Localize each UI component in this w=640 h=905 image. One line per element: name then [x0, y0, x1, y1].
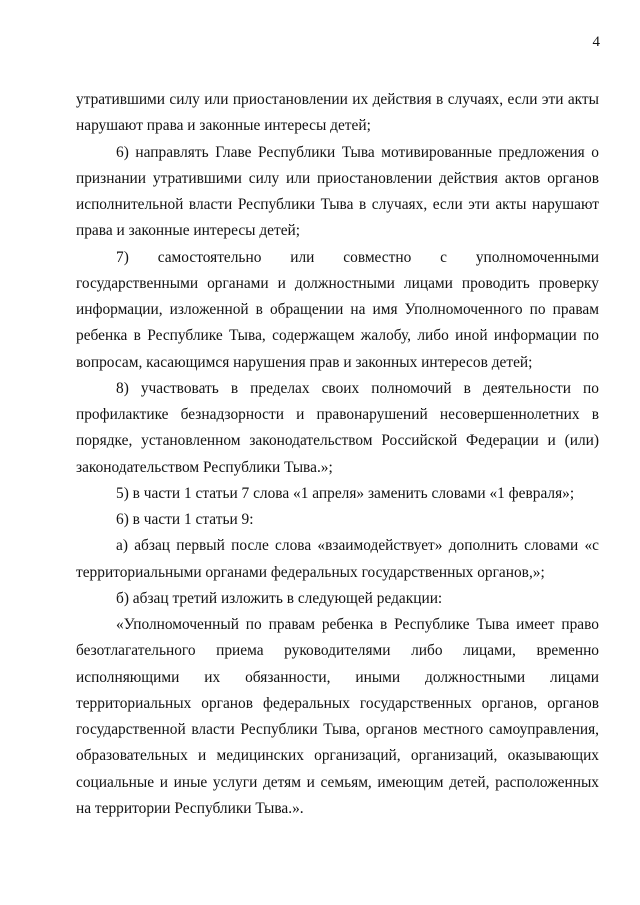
paragraph-subitem-b: б) абзац третий изложить в следующей редакции:: [116, 589, 443, 607]
paragraph-quoted-new-text: «Уполномоченный по правам ребенка в Республике Тыва имеет право безотлагательного приема руководителями либо лицами, временно исполняющими их обязанности, иными должностными лицами территориальных органов федеральных государственных органов, органов государственной власти Республики Тыва, органов местного самоуправления, образовательных и медицинских организаций, организаций, оказывающих социальные и иные услуги детям и семьям, имеющим детей, расположенных на территории Республики Тыва.».: [76, 616, 599, 817]
paragraph-item-7-verify-information: 7) самостоятельно или совместно с уполномоченными государственными органами и должностными лицами проводить проверку информации, изложенной в обращении на имя Уполномоченного по правам ребенка в Республике Тыва, содержащем жалобу, либо иной информации по вопросам, касающимся нарушения прав и законных интересов детей;: [76, 248, 599, 371]
paragraph-continuation: утратившими силу или приостановлении их действия в случаях, если эти акты нарушают права и законные интересы детей;: [76, 91, 599, 135]
paragraph-subitem-a: а) абзац первый после слова «взаимодействует» дополнить словами «с территориальными органами федеральных государственных органов,»;: [76, 537, 599, 581]
paragraph-amendment-5: 5) в части 1 статьи 7 слова «1 апреля» заменить словами «1 февраля»;: [116, 484, 575, 502]
paragraph-item-8-participate: 8) участвовать в пределах своих полномочий в деятельности по профилактике безнадзорности и правонарушений несовершеннолетних в порядке, установленном законодательством Российской Федерации и (или) законодательством Республики Тыва.»;: [76, 379, 599, 476]
paragraph-amendment-6: 6) в части 1 статьи 9:: [116, 511, 254, 528]
paragraph-item-6-direct-proposals: 6) направлять Главе Республики Тыва мотивированные предложения о признании утратившими силу или приостановлении действия актов органов исполнительной власти Республики Тыва в случаях, если эти акты нарушают права и законные интересы детей;: [76, 143, 599, 240]
document-body: [76, 87, 599, 822]
page-number: 4: [592, 34, 600, 50]
